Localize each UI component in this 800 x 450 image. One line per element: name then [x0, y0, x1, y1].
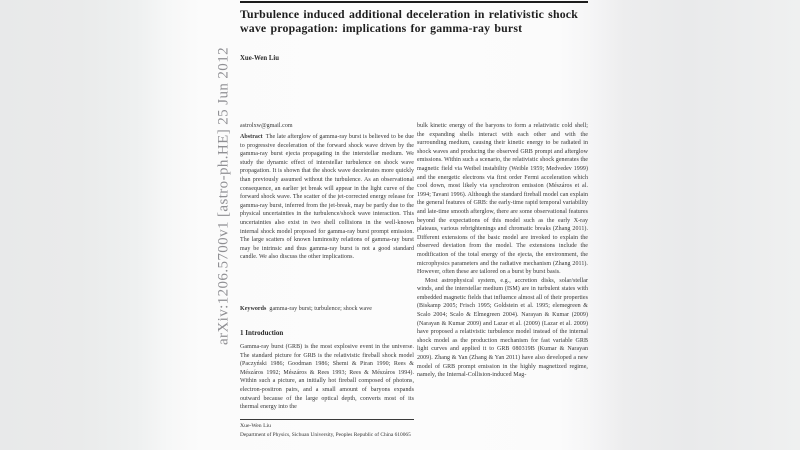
author-email: astrolxw@gmail.com [240, 123, 293, 129]
abstract-text: The late afterglow of gamma-ray burst is believed to be due to progressive deceleration of the forward shock wave driven by the gamma-ray burst ejecta propagating in the interstellar medium. We study the dynamic effect of interstellar turbulence on shock wave propagation. It is shown that the shock wave decelerates more quickly than previously assumed without the turbulence. As an observational consequence, an earlier jet break will appear in the light curve of the forward shock wave. The scatter of the jet-corrected energy release for gamma-ray burst, inferred from the jet-break, may be partly due to the physical uncertainties in the turbulence/shock wave interaction. This uncertainties also exist in two shell collisions in the well-known internal shock model proposed for gamma-ray burst prompt emission. The large scatters of known luminosity relations of gamma-ray burst may be intrinsic and thus gamma-ray burst is not a good standard candle. We also discuss the other implications. [240, 134, 414, 261]
footnote-author: Xue-Wen Liu [240, 422, 271, 429]
title-rule [240, 1, 588, 3]
keywords-text: gamma-ray burst; turbulence; shock wave [269, 306, 372, 312]
paper-title: Turbulence induced additional deceleration in relativistic shock wave propagation: implications for gamma-ray burst [240, 7, 578, 35]
intro-paragraph-left: Gamma-ray burst (GRB) is the most explosive event in the universe. The standard picture for GRB is the relativistic fireball shock model (Paczyński 1986; Goodman 1986; Shemi & Piran 1990; Rees & Mészáros 1992; Mészáros & Rees 1993; Rees & Mészáros 1994). Within such a picture, an initially hot fireball composed of photons, electron-positron pairs, and a small amount of baryons expands outward because of the large optical depth, converts most of its thermal energy into the [240, 344, 414, 411]
paper-content [240, 0, 588, 450]
abstract-label: Abstract [240, 134, 263, 140]
right-column-paragraph-2: Most astrophysical system, e.g., accretion disks, solar/stellar winds, and the interstellar medium (ISM) are in turbulent states with embedded magnetic fields that influence almost all of their properties (Biskamp 2005; Frisch 1995; Goldstein et al. 1995; elemegreen & Scalo 2004; Scalo & Elmegreen 2004). Narayan & Kumar (2009) (Narayan & Kumar 2009) and Lazar et al. (2009) (Lazar et al. 2009) have proposed a relativistic turbulence model instead of the internal shock model as the production mechanism for fast variable GRB light curves and applied it to GRB 080319B (Kumar & Narayan 2009). Zhang & Yan (Zhang & Yan 2011) have also developed a new model of GRB prompt emission in the highly magnetized regime, namely, the Internal-Collision-induced Mag- [417, 277, 588, 379]
abstract-block [240, 133, 414, 262]
section-heading-introduction: 1 Introduction [240, 329, 284, 337]
right-column-paragraph-1: bulk kinetic energy of the baryons to form a relativistic cold shell; the expanding shells interact with each other and with the surrounding medium, causing their kinetic energy to be radiated in shock waves and producing the observed GRB prompt and afterglow emissions. Within such a scenario, the relativistic shock generates the magnetic field via Weibel instability (Weible 1959; Medvedev 1999) and the energetic electrons via first order Fermi acceleration which cool down, most likely via synchrotron emission (Mészáros et al. 1994; Tavani 1996). Although the standard fireball model can explain the general features of GRB: the early-time rapid temporal variability and late-time smooth afterglow, there are some observational features beyond the expectations of this model such as the early X-ray plateaus, various rebrightenings and chromatic breaks (Zhang 2011). Different extensions of the basic model are invoked to explain the observed deviation from the model. The extensions include the modification of the total energy of the ejecta, the environment, the microphysics parameters and the radiative mechanism (Zhang 2011). However, often these are tailored on a burst by burst basis. [417, 123, 588, 276]
keywords-block [240, 305, 414, 314]
intro-left-column [240, 343, 414, 418]
footnote-block [240, 419, 414, 439]
paper-author: Xue-Wen Liu [240, 55, 280, 62]
right-column [417, 122, 588, 450]
arxiv-stamp-text: arXiv:1206.5700v1 [astro-ph.HE] 25 Jun 2012 [215, 47, 232, 345]
footnote-affiliation: Department of Physics, Sichuan University, Peoples Republic of China 610065 [240, 431, 411, 438]
keywords-label: Keywords [240, 306, 267, 312]
